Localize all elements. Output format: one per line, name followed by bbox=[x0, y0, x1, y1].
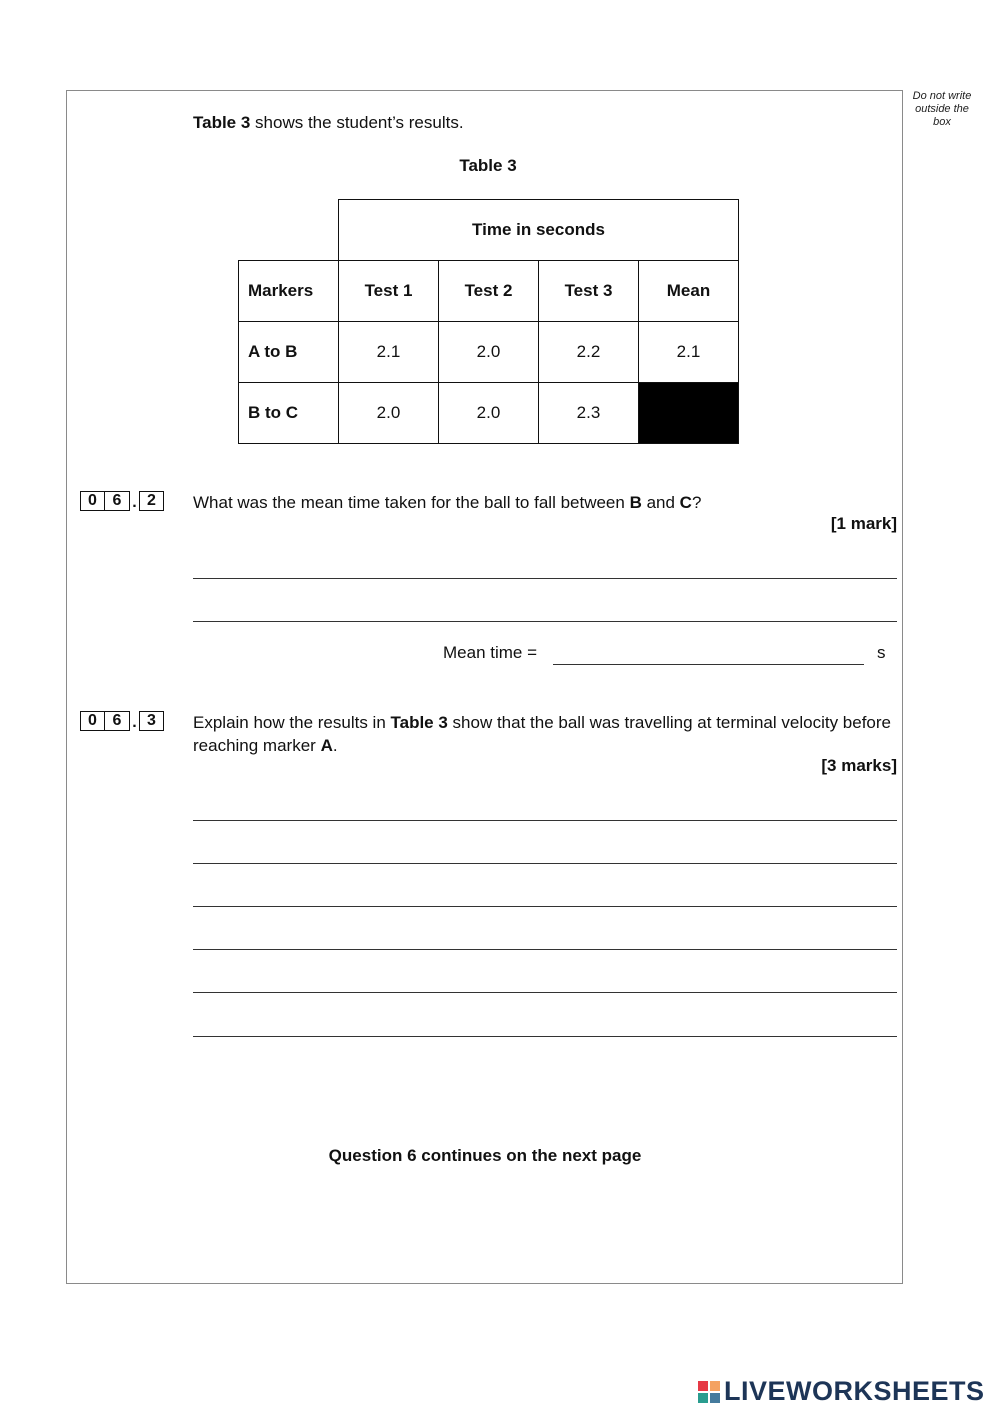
logo-square bbox=[710, 1393, 720, 1403]
answer-line[interactable] bbox=[193, 906, 897, 907]
q3-table-ref: Table 3 bbox=[390, 713, 448, 732]
q3-text-a: Explain how the results in bbox=[193, 713, 391, 732]
cell-value: 2.0 bbox=[439, 322, 539, 383]
mean-answer-cell[interactable] bbox=[639, 383, 739, 444]
question-dot: . bbox=[132, 494, 137, 511]
q2-text-a: What was the mean time taken for the ball to fall between bbox=[193, 493, 630, 512]
table-row bbox=[239, 383, 739, 444]
header-markers: Markers bbox=[239, 261, 339, 322]
question-digit: 2 bbox=[139, 491, 164, 511]
results-table bbox=[238, 199, 739, 444]
table-row-group-header bbox=[239, 200, 739, 261]
q2-text-c: ? bbox=[691, 493, 702, 512]
answer-line[interactable] bbox=[193, 820, 897, 821]
margin-note: Do not write outside the box bbox=[912, 90, 972, 128]
continues-note: Question 6 continues on the next page bbox=[328, 1146, 642, 1165]
table-row-header bbox=[239, 261, 739, 322]
header-mean: Mean bbox=[639, 261, 739, 322]
q3-text-c: . bbox=[332, 736, 338, 755]
liveworksheets-logo bbox=[698, 1376, 985, 1407]
cell-value: 2.1 bbox=[339, 322, 439, 383]
logo-square bbox=[710, 1381, 720, 1391]
logo-square bbox=[698, 1393, 708, 1403]
question-digit: 0 bbox=[80, 491, 105, 511]
question-digit: 6 bbox=[105, 711, 130, 731]
answer-line[interactable] bbox=[193, 621, 897, 622]
q3-marker-a: A bbox=[320, 736, 333, 755]
cell-value: 2.3 bbox=[539, 383, 639, 444]
intro-rest: shows the student’s results. bbox=[250, 113, 464, 132]
brand-name: LIVEWORKSHEETS bbox=[724, 1376, 985, 1406]
answer-line[interactable] bbox=[193, 992, 897, 993]
answer-line[interactable] bbox=[193, 863, 897, 864]
cell-value: 2.1 bbox=[639, 322, 739, 383]
cell-value: 2.2 bbox=[539, 322, 639, 383]
table-caption: Table 3 bbox=[459, 156, 517, 175]
q2-marker-c: C bbox=[679, 493, 692, 512]
intro-text bbox=[193, 113, 464, 133]
table-row bbox=[239, 322, 739, 383]
mean-time-label: Mean time = bbox=[443, 643, 538, 662]
question-text-06-3 bbox=[193, 711, 898, 757]
intro-table-ref: Table 3 bbox=[193, 113, 251, 132]
marks-06-2: [1 mark] bbox=[830, 514, 897, 533]
blank-cell bbox=[239, 200, 339, 261]
mean-time-unit: s bbox=[877, 643, 886, 662]
q3-text-b: show that the ball was travelling at terminal velocity before reaching marker bbox=[193, 713, 891, 755]
question-digit: 3 bbox=[139, 711, 164, 731]
cell-value: 2.0 bbox=[439, 383, 539, 444]
question-digit: 0 bbox=[80, 711, 105, 731]
question-number-06-3 bbox=[80, 711, 164, 731]
question-text-06-2 bbox=[193, 491, 898, 514]
question-digit: 6 bbox=[105, 491, 130, 511]
row-label: B to C bbox=[239, 383, 339, 444]
question-dot: . bbox=[132, 714, 137, 731]
answer-line[interactable] bbox=[193, 949, 897, 950]
cell-value: 2.0 bbox=[339, 383, 439, 444]
header-test-3: Test 3 bbox=[539, 261, 639, 322]
header-test-1: Test 1 bbox=[339, 261, 439, 322]
answer-line[interactable] bbox=[193, 1036, 897, 1037]
row-label: A to B bbox=[239, 322, 339, 383]
answer-line[interactable] bbox=[193, 578, 897, 579]
group-header: Time in seconds bbox=[339, 200, 739, 261]
logo-grid-icon bbox=[698, 1381, 720, 1403]
marks-06-3: [3 marks] bbox=[821, 756, 897, 775]
header-test-2: Test 2 bbox=[439, 261, 539, 322]
logo-square bbox=[698, 1381, 708, 1391]
q2-marker-b: B bbox=[629, 493, 642, 512]
mean-time-answer-line[interactable] bbox=[553, 664, 864, 665]
question-number-06-2 bbox=[80, 491, 164, 511]
q2-text-b: and bbox=[641, 493, 680, 512]
